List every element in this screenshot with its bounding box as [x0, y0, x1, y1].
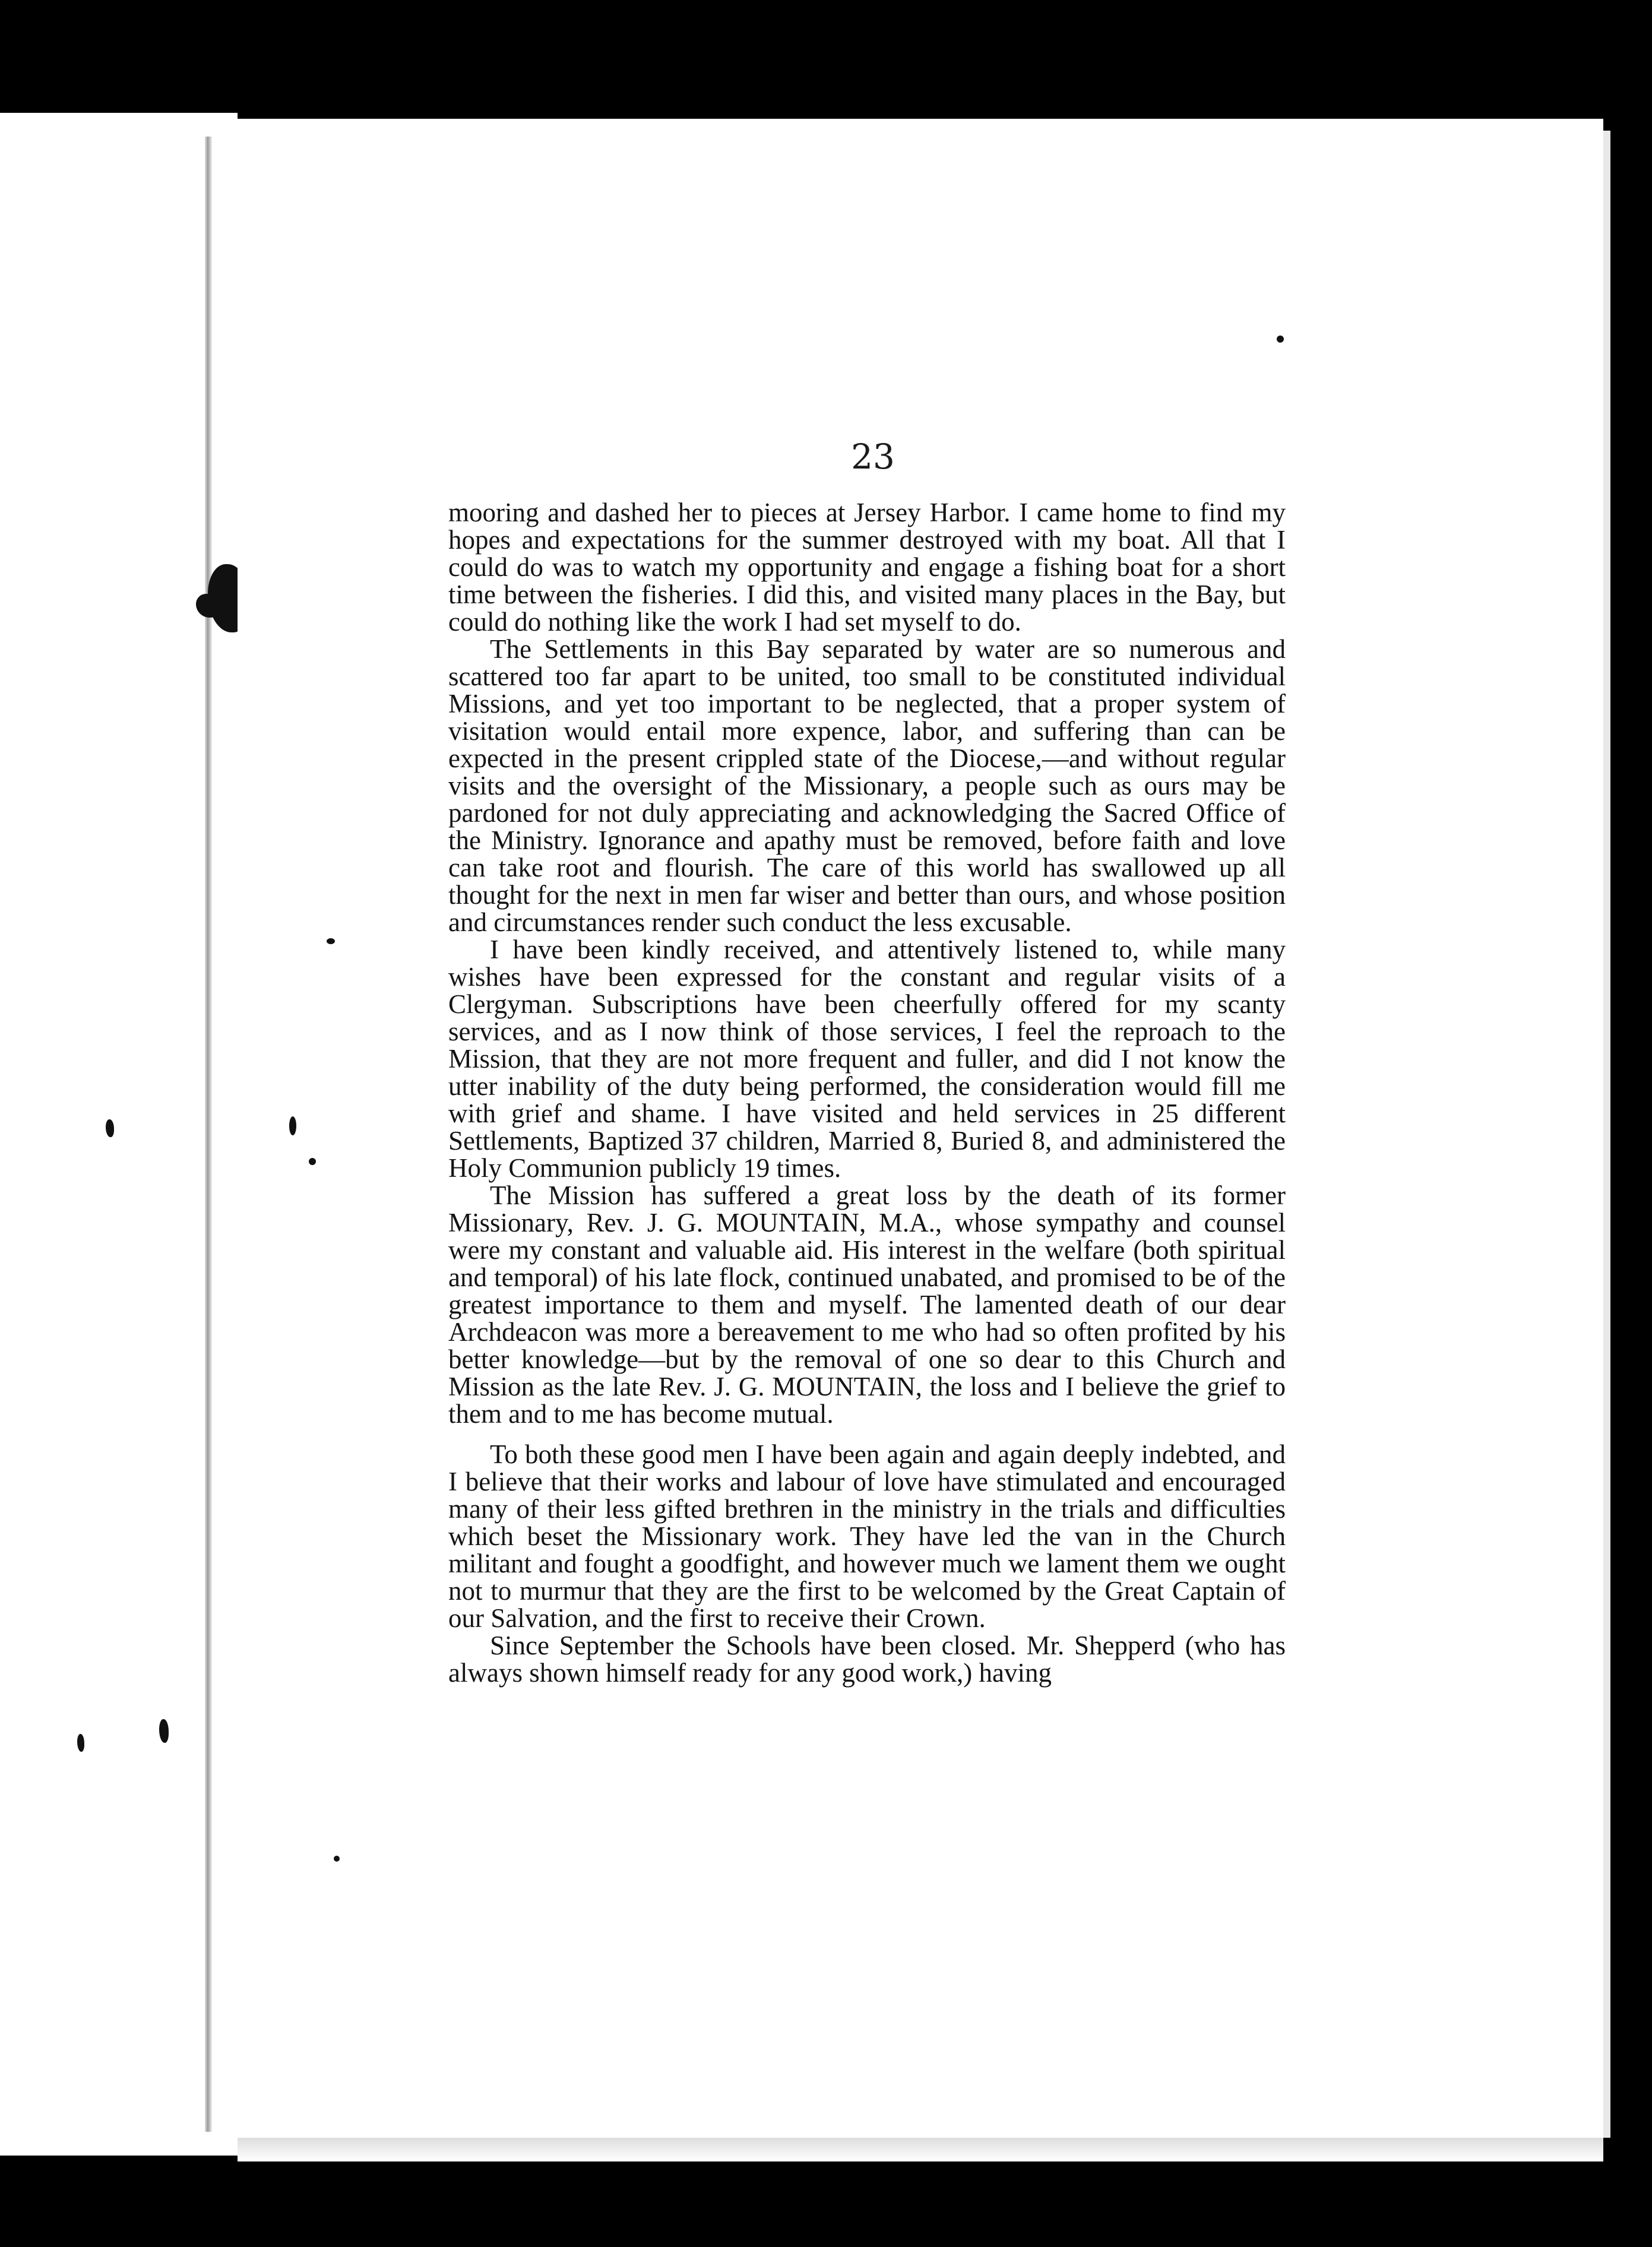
ink-speck	[334, 1856, 340, 1862]
page-fold-shadow	[205, 137, 212, 2132]
paragraph: To both these good men I have been again and again deeply indebted, and I believe that their works and labour of love have stimulated and encouraged many of their less gifted brethren in the ministry in the trials and difficulties which beset the Missionary work. They have led the van in the Church militant and fought a goodfight, and however much we lament them we ought not to murmur that they are the first to be welcomed by the Great Captain of our Salvation, and the first to receive their Crown.	[448, 1439, 1286, 1633]
ink-speck	[1277, 336, 1284, 343]
ink-speck	[327, 938, 335, 944]
ink-blot	[106, 1119, 114, 1137]
page-bottom-shadow	[238, 2138, 1603, 2161]
body-text	[448, 499, 1286, 1686]
paragraph: I have been kindly received, and attentively listened to, while many wishes have been expressed for the constant and regular visits of a Clergyman. Subscriptions have been cheerfully offered for my scanty services, and as I now think of those services, I feel the reproach to the Mission, that they are not more frequent and fuller, and did I not know the utter inability of the duty being performed, the consideration would fill me with grief and shame. I have visited and held services in 25 different Settlements, Baptized 37 children, Married 8, Buried 8, and administered the Holy Communion publicly 19 times.	[448, 935, 1286, 1183]
ink-speck	[289, 1116, 296, 1135]
ink-blot	[77, 1734, 84, 1752]
ink-blot	[159, 1719, 169, 1743]
paragraph: mooring and dashed her to pieces at Jersey Harbor. I came home to find my hopes and expectations for the summer destroyed with my boat. All that I could do was to watch my opportunity and engage a fishing boat for a short time between the fisheries. I did this, and visited many places in the Bay, but could do nothing like the work I had set myself to do.	[448, 498, 1286, 637]
page-number: 23	[851, 436, 895, 477]
page-edge	[1603, 131, 1610, 2138]
paragraph: Since September the Schools have been closed. Mr. Shepperd (who has always shown himself ready for any good work,) having	[448, 1631, 1286, 1688]
paragraph: The Settlements in this Bay separated by water are so numerous and scattered too far apart to be united, too small to be constituted individual Missions, and yet too important to be neglected, that a proper system of visitation would entail more expence, labor, and suffering than can be expected in the present crippled state of the Diocese,—and without regular visits and the oversight of the Missionary, a people such as ours may be pardoned for not duly appreciating and acknowledging the Sacred Office of the Ministry. Ignorance and apathy must be removed, before faith and love can take root and flourish. The care of this world has swallowed up all thought for the next in men far wiser and better than ours, and whose position and circumstances render such conduct the less excusable.	[448, 634, 1286, 937]
ink-speck	[309, 1158, 316, 1165]
paragraph: The Mission has suffered a great loss by the death of its former Missionary, Rev. J. G. MOUNTAIN, M.A., whose sympathy and counsel were my constant and valuable aid. His interest in the welfare (both spiritual and temporal) of his late flock, continued unabated, and promised to be of the greatest importance to them and myself. The lamented death of our dear Archdeacon was more a bereavement to me who had so often profited by his better knowledge—but by the removal of one so dear to this Church and Mission as the late Rev. J. G. MOUNTAIN, the loss and I believe the grief to them and to me has become mutual.	[448, 1181, 1286, 1429]
left-page-fragment	[0, 113, 238, 2156]
